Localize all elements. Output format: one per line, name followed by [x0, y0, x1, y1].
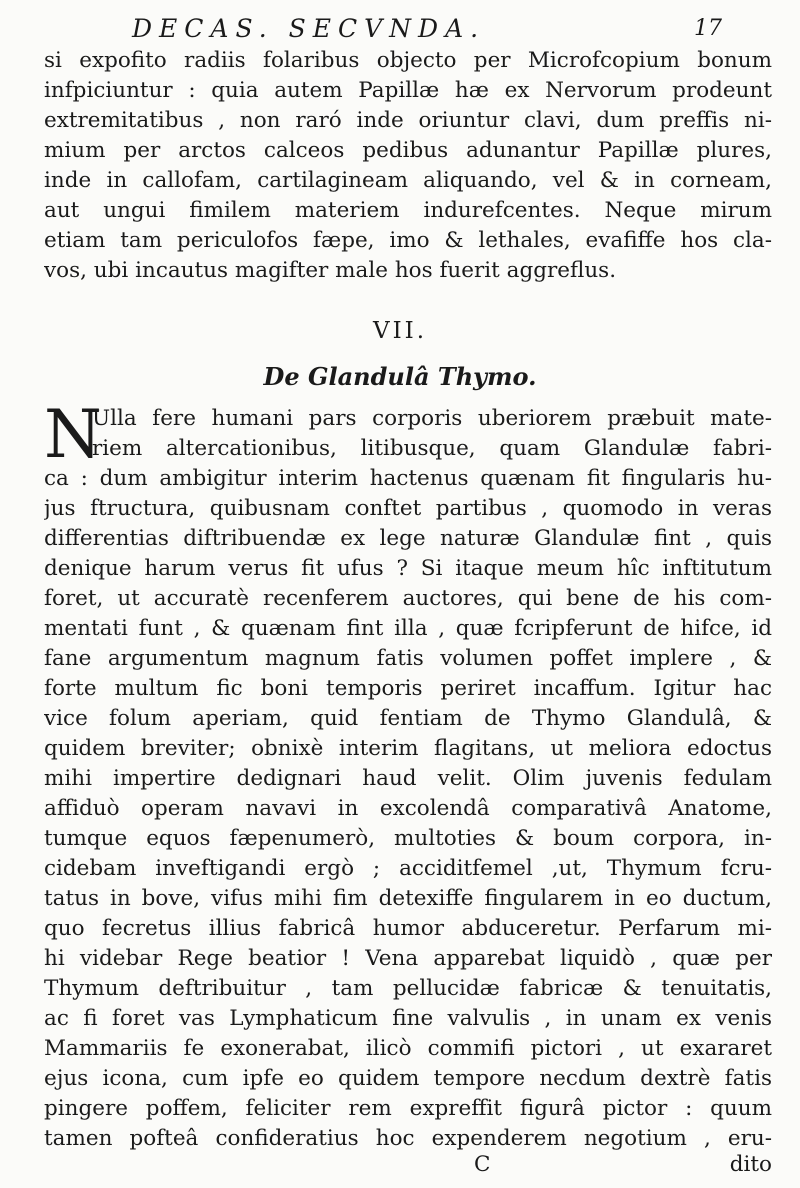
text-line: riem altercationibus, litibusque, quam Glandulæ fabri- — [92, 436, 772, 461]
catchword: dito — [729, 1152, 772, 1177]
text-line: foret, ut accuratè recenferem auctores, qui bene de his com- — [44, 586, 772, 611]
section-title: De Glandulâ Thymo. — [263, 362, 537, 391]
text-line: denique harum verus fit ufus ? Si itaque meum hîc inftitutum — [44, 556, 772, 581]
text-line: differentias diftribuendæ ex lege naturæ Glandulæ fint , quis — [44, 526, 772, 551]
running-head — [132, 14, 722, 46]
text-line: fane argumentum magnum fatis volumen poffet implere , & — [44, 646, 772, 671]
text-line: pingere poffem, feliciter rem expreffit figurâ pictor : quum — [44, 1096, 772, 1121]
text-line: ac fi foret vas Lymphaticum fine valvulis , in unam ex venis — [44, 1006, 772, 1031]
text-line: aut ungui fimilem materiem indurefcentes. Neque mirum — [44, 198, 772, 223]
running-title: DECAS. SECVNDA. — [132, 14, 486, 43]
text-line: etiam tam periculofos fæpe, imo & lethales, evafiffe hos cla- — [44, 228, 772, 253]
section-number: VII. — [372, 318, 428, 344]
text-line: ejus icona, cum ipfe eo quidem tempore necdum dextrè fatis — [44, 1066, 772, 1091]
text-line: affiduò operam navavi in excolendâ comparativâ Anatome, — [44, 796, 772, 821]
text-line: infpiciuntur : quia autem Papillæ hæ ex Nervorum prodeunt — [44, 78, 772, 103]
text-line: si expofito radiis folaribus objecto per Microfcopium bonum — [44, 48, 772, 73]
text-line: Mammariis fe exonerabat, ilicò commifi pictori , ut exararet — [44, 1036, 772, 1061]
text-line: hi videbar Rege beatior ! Vena apparebat liquidò , quæ per — [44, 946, 772, 971]
text-line: quidem breviter; obnixè interim flagitans, ut meliora edoctus — [44, 736, 772, 761]
text-line: mentati funt , & quænam fint illa , quæ fcripferunt de hifce, id — [44, 616, 772, 641]
text-line: mium per arctos calceos pedibus adunantur Papillæ plures, — [44, 138, 772, 163]
text-line: mihi impertire dedignari haud velit. Olim juvenis fedulam — [44, 766, 772, 791]
page-number: 17 — [694, 16, 722, 41]
signature-mark: C — [474, 1152, 491, 1177]
text-line: cidebam inveftigandi ergò ; acciditfemel ,ut, Thymum fcru- — [44, 856, 772, 881]
text-line: quo fecretus illius fabricâ humor abduceretur. Perfarum mi- — [44, 916, 772, 941]
text-line: inde in callofam, cartilagineam aliquando, vel & in corneam, — [44, 168, 772, 193]
page-footer — [44, 1152, 772, 1182]
text-line: jus ftructura, quibusnam conftet partibus , quomodo in veras — [44, 496, 772, 521]
text-line: tatus in bove, vifus mihi fim detexiffe fingularem in eo ductum, — [44, 886, 772, 911]
text-line: tumque equos fæpenumerò, multoties & boum corpora, in- — [44, 826, 772, 851]
text-line: forte multum fic boni temporis periret incaffum. Igitur hac — [44, 676, 772, 701]
paragraph-thymus — [44, 396, 772, 1154]
text-line: vice folum aperiam, quid fentiam de Thymo Glandulâ, & — [44, 706, 772, 731]
text-line: Ulla fere humani pars corporis uberiorem præbuit mate- — [92, 406, 772, 431]
text-line: vos, ubi incautus magifter male hos fuerit aggreflus. — [44, 258, 617, 283]
text-line: Thymum deftribuitur , tam pellucidæ fabricæ & tenuitatis, — [44, 976, 772, 1001]
text-line: ca : dum ambigitur interim hactenus quænam fit fingularis hu- — [44, 466, 772, 491]
text-line: tamen pofteâ confideratius hoc expenderem negotium , eru- — [44, 1126, 772, 1151]
paragraph-continued — [44, 46, 772, 286]
text-line: extremitatibus , non raró inde oriuntur clavi, dum preffis ni- — [44, 108, 772, 133]
drop-cap-initial: N — [44, 396, 102, 473]
